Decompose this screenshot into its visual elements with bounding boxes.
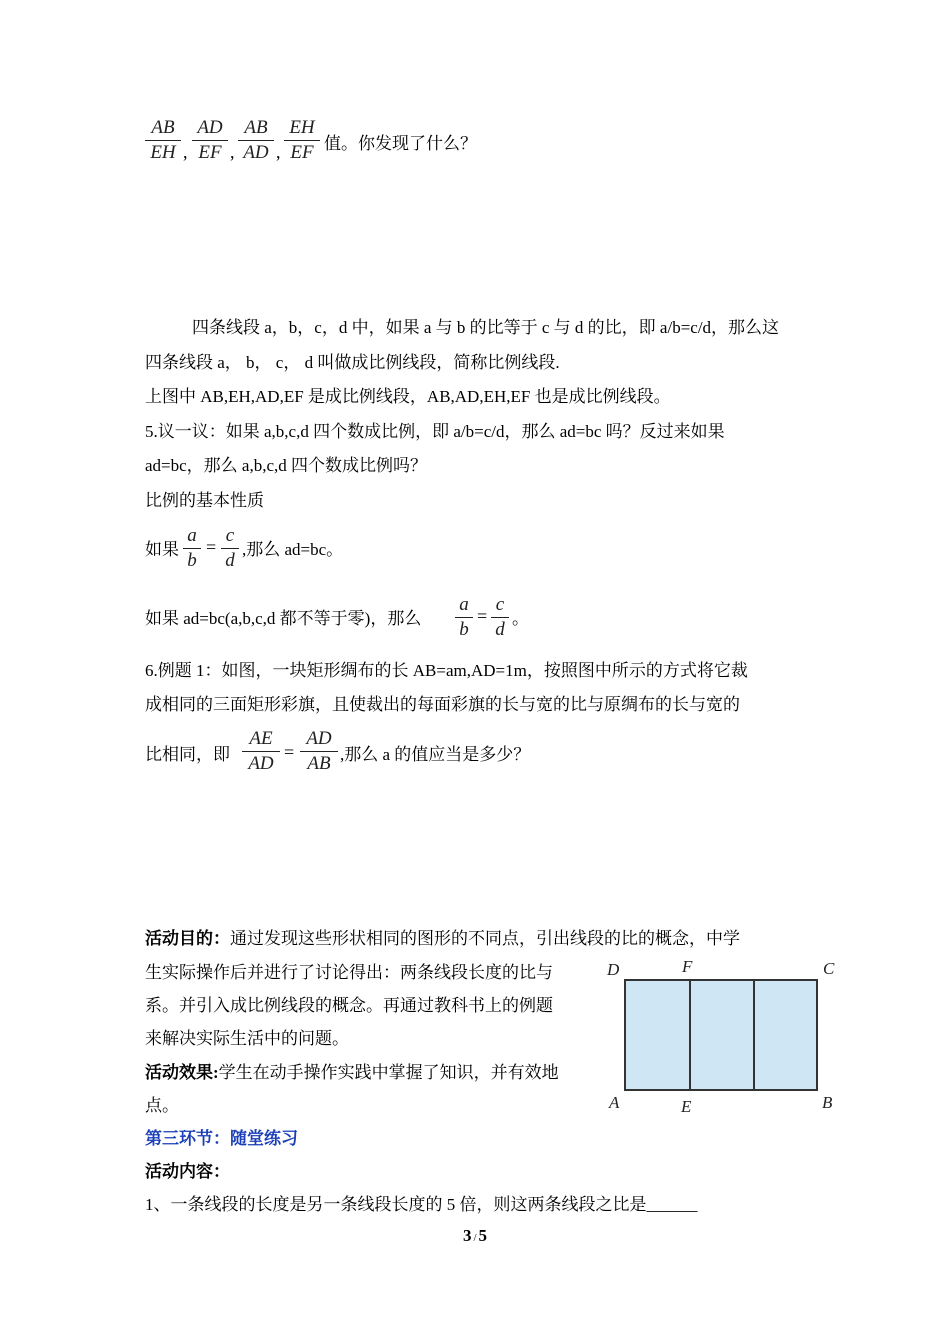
activity-content-label: 活动内容： [145,1162,230,1181]
example-line-3-prefix: 比相同，即 [145,745,230,764]
label-d: D [607,960,620,979]
denominator: AD [248,753,274,774]
purpose-line-4: 来解决实际生活中的问题。 [145,1029,349,1048]
denominator: EH [150,142,176,163]
fraction-c-d [221,525,239,572]
fraction-ab-ad [238,117,274,164]
definition-line-3: 上图中 AB,EH,AD,EF 是成比例线段，AB,AD,EH,EF 也是成比例线段。 [145,387,671,406]
discussion-line-1: 5.议一议：如果 a,b,c,d 四个数成比例，即 a/b=c/d，那么 ad=bc 吗？反过来如果 [145,422,725,441]
effect-line-1 [145,1062,559,1084]
fraction-bar [183,548,201,549]
label-e: E [681,1097,692,1116]
property1-suffix: ,那么 ad=bc。 [242,540,344,559]
numerator: EH [289,117,315,138]
fraction-eh-ef [284,117,320,164]
example-line-2: 成相同的三面矩形彩旗，且使裁出的每面彩旗的长与宽的比与原绸布的长与宽的 [145,695,740,714]
fraction-bar [221,548,239,549]
purpose-label: 活动目的： [145,929,230,948]
numerator: c [225,525,235,546]
denominator: EF [290,142,314,163]
equals-sign: = [477,606,488,626]
rectangle-flag-figure [600,950,850,1120]
purpose-text: 通过发现这些形状相同的图形的不同点，引出线段的比的概念，中学 [230,929,740,948]
denominator: d [225,550,235,571]
label-c: C [823,959,835,978]
effect-text: 学生在动手操作实践中掌握了知识，并有效地 [218,1063,559,1082]
fraction-ae-ad [242,728,280,775]
property2-prefix: 如果 ad=bc(a,b,c,d 都不等于零)，那么 [145,609,422,628]
fraction-bar [491,617,509,618]
fraction-bar [300,751,338,752]
property1-prefix: 如果 [145,540,179,559]
fraction-c-d [491,594,509,641]
equals-sign: = [284,742,295,762]
fraction-ab-eh [145,117,181,164]
denominator: b [187,550,197,571]
denominator: b [459,619,469,640]
effect-line-2: 点。 [145,1096,179,1115]
comma-separator: , [276,142,281,162]
fraction-ad-ef [192,117,228,164]
fraction-bar [192,140,228,141]
purpose-line-3: 系。并引入成比例线段的概念。再通过教科书上的例题 [145,996,553,1015]
numerator: AB [151,117,175,138]
property2-suffix: 。 [512,609,529,628]
numerator: AD [306,728,332,749]
fraction-bar [145,140,181,141]
page-total: 5 [478,1226,488,1245]
equals-sign: = [206,537,217,557]
page-number [0,1226,950,1246]
rectangle-abcd [625,980,817,1090]
label-f: F [682,957,693,976]
section-title: 第三环节：随堂练习 [145,1129,298,1148]
numerator: a [459,594,469,615]
numerator: a [187,525,197,546]
purpose-line-1 [145,928,740,950]
definition-line-1: 四条线段 a，b，c，d 中，如果 a 与 b 的比等于 c 与 d 的比，即 a/b=c/d，那么这 [192,318,780,337]
discussion-line-2: ad=bc，那么 a,b,c,d 四个数成比例吗？ [145,456,428,475]
denominator: d [495,619,505,640]
comma-separator: , [183,142,188,162]
example-line-3-suffix: ,那么 a 的值应当是多少？ [340,745,531,764]
numerator: AE [249,728,273,749]
question-text: 值。你发现了什么？ [324,134,477,153]
definition-line-2: 四条线段 a， b， c， d 叫做成比例线段，简称比例线段. [145,353,560,372]
fraction-a-b [183,525,201,572]
label-a: A [609,1093,620,1112]
denominator: AB [307,753,331,774]
denominator: EF [198,142,222,163]
effect-label: 活动效果: [145,1063,219,1082]
numerator: AB [244,117,268,138]
fraction-a-b [455,594,473,641]
page-current: 3 [462,1226,472,1245]
property-heading: 比例的基本性质 [145,491,264,510]
numerator: AD [197,117,223,138]
fraction-bar [238,140,274,141]
exercise-1: 1、一条线段的长度是另一条线段长度的 5 倍，则这两条线段之比是______ [145,1195,698,1214]
fraction-bar [284,140,320,141]
purpose-line-2: 生实际操作后并进行了讨论得出：两条线段长度的比与 [145,963,553,982]
example-line-1: 6.例题 1：如图，一块矩形绸布的长 AB=am,AD=1m，按照图中所示的方式将它裁 [145,661,748,680]
comma-separator: , [230,142,235,162]
fraction-bar [242,751,280,752]
label-b: B [822,1093,833,1112]
numerator: c [495,594,505,615]
fraction-ad-ab [300,728,338,775]
page-separator: / [473,1232,477,1244]
denominator: AD [243,142,269,163]
fraction-bar [455,617,473,618]
